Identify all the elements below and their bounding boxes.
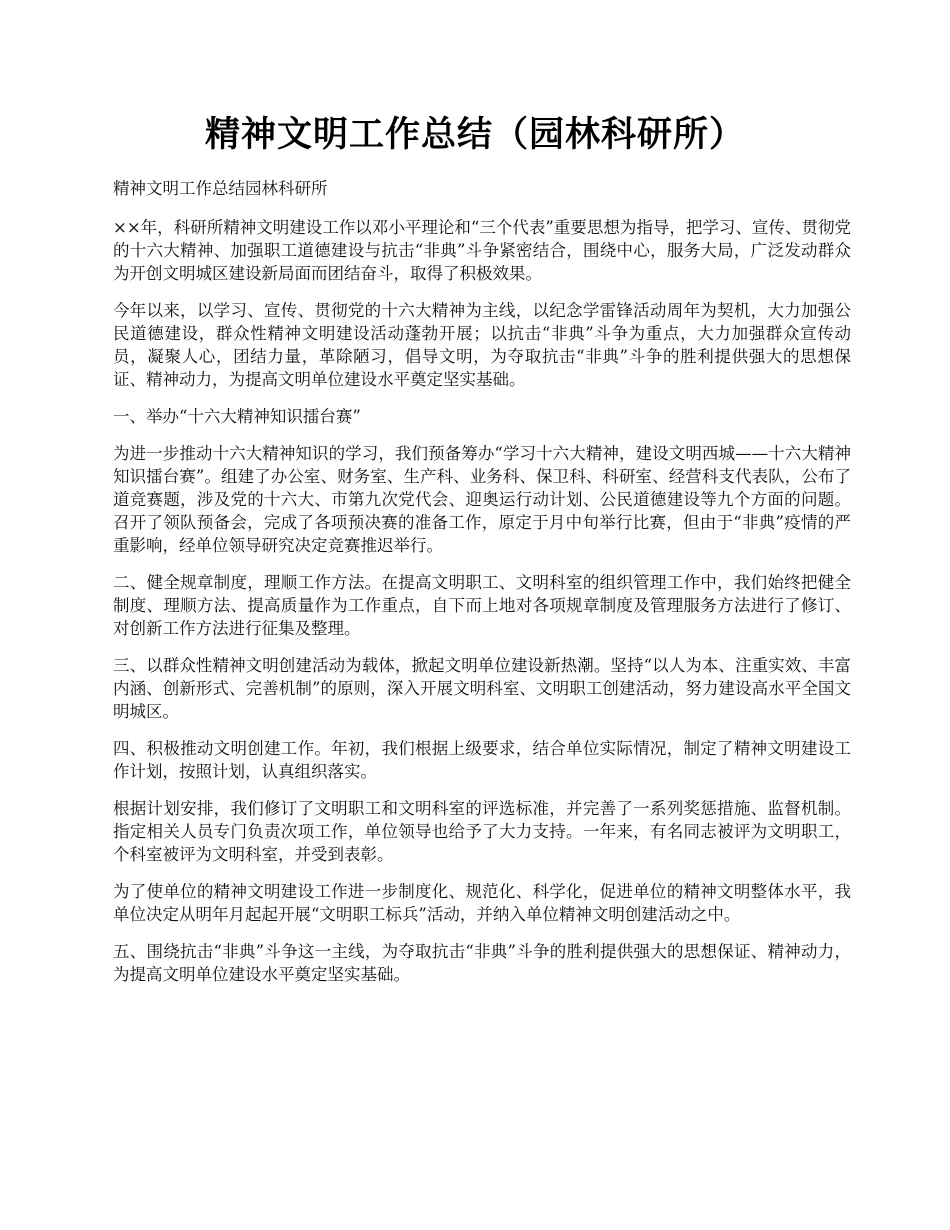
- section-5-paragraph: 五、围绕抗击“非典”斗争这一主线，为夺取抗击“非典”斗争的胜利提供强大的思想保证、精神动力，为提高文明单位建设水平奠定坚实基础。: [113, 942, 851, 984]
- overview-paragraph: 今年以来，以学习、宣传、贯彻党的十六大精神为主线，以纪念学雷锋活动周年为契机，大力加强公民道德建设，群众性精神文明建设活动蓬勃开展；以抗击“非典”斗争为重点，大力加强群众宣传动员，凝聚人心，团结力量，革除陋习，倡导文明，为夺取抗击“非典”斗争的胜利提供强大的思想保证、精神动力，为提高文明单位建设水平奠定坚实基础。: [113, 301, 851, 389]
- standard-paragraph: 为了使单位的精神文明建设工作进一步制度化、规范化、科学化，促进单位的精神文明整体水平，我单位决定从明年月起起开展“文明职工标兵”活动，并纳入单位精神文明创建活动之中。: [113, 882, 851, 924]
- document-title: 精神文明工作总结（园林科研所）: [204, 114, 745, 155]
- intro-paragraph: ××年，科研所精神文明建设工作以邓小平理论和“三个代表”重要思想为指导，把学习、宣传、贯彻党的十六大精神、加强职工道德建设与抗击“非典”斗争紧密结合，围绕中心，服务大局，广泛发动群众为开创文明城区建设新局面而团结奋斗，取得了积极效果。: [113, 218, 851, 283]
- plan-paragraph: 根据计划安排，我们修订了文明职工和文明科室的评选标准，并完善了一系列奖惩措施、监督机制。指定相关人员专门负责次项工作，单位领导也给予了大力支持。一年来，有名同志被评为文明职工，个科室被评为文明科室，并受到表彰。: [113, 799, 851, 864]
- section-3-paragraph: 三、以群众性精神文明创建活动为载体，掀起文明单位建设新热潮。坚持“以人为本、注重实效、丰富内涵、创新形式、完善机制”的原则，深入开展文明科室、文明职工创建活动，努力建设高水平全国文明城区。: [113, 656, 851, 721]
- section-heading-1: 一、举办“十六大精神知识擂台赛”: [113, 407, 361, 426]
- document-subtitle: 精神文明工作总结园林科研所: [113, 179, 328, 198]
- section-1-paragraph: 为进一步推动十六大精神知识的学习，我们预备筹办“学习十六大精神，建设文明西城——十六大精神知识擂台赛”。组建了办公室、财务室、生产科、业务科、保卫科、科研室、经营科支代表队，公布了道竞赛题，涉及党的十六大、市第九次党代会、迎奥运行动计划、公民道德建设等九个方面的问题。召开了领队预备会，完成了各项预决赛的准备工作，原定于月中旬举行比赛，但由于“非典”疫情的严重影响，经单位领导研究决定竞赛推迟举行。: [113, 444, 851, 555]
- section-4-paragraph: 四、积极推动文明创建工作。年初，我们根据上级要求，结合单位实际情况，制定了精神文明建设工作计划，按照计划，认真组织落实。: [113, 739, 851, 781]
- section-2-paragraph: 二、健全规章制度，理顺工作方法。在提高文明职工、文明科室的组织管理工作中，我们始终把健全制度、理顺方法、提高质量作为工作重点，自下而上地对各项规章制度及管理服务方法进行了修订、对创新工作方法进行征集及整理。: [113, 573, 851, 638]
- document-body: [113, 177, 851, 1000]
